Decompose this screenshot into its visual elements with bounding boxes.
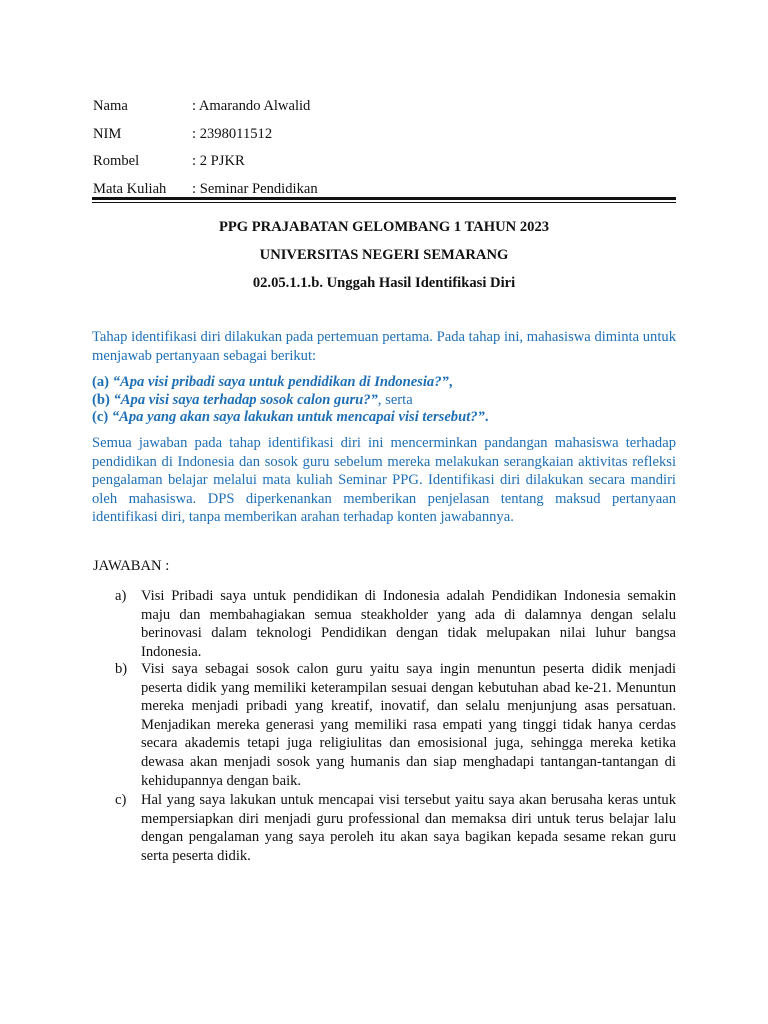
info-value: : 2398011512 <box>192 125 273 142</box>
question-item-c <box>92 409 676 427</box>
header-divider <box>92 197 676 203</box>
answer-marker: b) <box>115 661 128 677</box>
info-value: : Amarando Alwalid <box>192 98 311 114</box>
answer-text: Visi saya sebagai sosok calon guru yaitu saya ingin menuntun peserta didik menjadi peserta didik yang memiliki keterampilan sesuai dengan kebutuhan abad ke-21. Menuntun mereka menjadi pribadi yang kreatif, inovatif, dan selalu menjunjung asas persatuan. Menjadikan mereka generasi yang memiliki rasa empati yang tinggi tidak hanya cerdas secara akademis tetapi juga religiulitas dan emosisional juga, sehingga mereka ketika dewasa akan menjadi sosok yang humanis dan siap menghadapi tantangan-tantangan di kehidupannya dengan baik. <box>141 661 676 789</box>
doc-title-line1: PPG PRAJABATAN GELOMBANG 1 TAHUN 2023 <box>218 219 550 235</box>
answer-item-c <box>115 791 676 865</box>
question-text: “Apa visi saya terhadap sosok calon guru?” <box>113 391 378 408</box>
answer-marker: a) <box>115 588 127 604</box>
answer-item-b <box>115 660 676 790</box>
answer-text: Visi Pribadi saya untuk pendidikan di Indonesia adalah Pendidikan Indonesia semakin maju dan membahagiakan semua steakholder yang ada di dalamnya dengan selalu berinovasi dalam teknologi Pendidikan dengan tidak melupakan nilai luhur bangsa Indonesia. <box>141 588 676 660</box>
question-suffix: , serta <box>377 391 413 408</box>
info-label: Nama <box>93 98 128 114</box>
doc-title-line2: UNIVERSITAS NEGERI SEMARANG <box>259 247 509 263</box>
info-label: Mata Kuliah <box>93 180 167 197</box>
info-row-nim <box>93 124 318 152</box>
question-item-b <box>92 392 676 410</box>
question-marker: (a) <box>92 374 110 390</box>
question-suffix: , <box>448 374 453 390</box>
info-value: : 2 PJKR <box>192 153 245 169</box>
question-text: “Apa visi pribadi saya untuk pendidikan di Indonesia?” <box>112 374 449 390</box>
info-row-rombel <box>93 151 318 179</box>
answer-text: Hal yang saya lakukan untuk mencapai visi tersebut yaitu saya akan berusaha keras untuk mempersiapkan diri menjadi guru professional dan memaksa diri untuk terus belajar lalu dengan pengalaman yang saya peroleh itu akan saya bagikan kepada sesame rekan guru serta peserta didik. <box>141 792 676 864</box>
question-marker: (c) <box>92 409 109 426</box>
answers-heading: JAWABAN : <box>93 558 170 574</box>
doc-title-line3: 02.05.1.1.b. Unggah Hasil Identifikasi Diri <box>252 275 516 291</box>
answer-marker: c) <box>115 792 127 808</box>
question-suffix: . <box>484 409 489 426</box>
info-value: : Seminar Pendidikan <box>192 180 318 197</box>
info-label: NIM <box>93 125 122 142</box>
question-text: “Apa yang akan saya lakukan untuk mencapai visi tersebut?” <box>111 409 485 426</box>
question-item-a <box>92 374 676 392</box>
answer-item-a <box>115 587 676 661</box>
intro-paragraph-1: Tahap identifikasi diri dilakukan pada pertemuan pertama. Pada tahap ini, mahasiswa diminta untuk menjawab pertanyaan sebagai berikut: <box>92 329 676 364</box>
student-info <box>93 96 318 206</box>
divider-thin <box>92 202 676 203</box>
intro-paragraph-2: Semua jawaban pada tahap identifikasi diri ini mencerminkan pandangan mahasiswa terhadap pendidikan di Indonesia dan sosok guru sebelum mereka melakukan serangkaian aktivitas refleksi pengalaman belajar melalui mata kuliah Seminar PPG. Identifikasi diri dilakukan secara mandiri oleh mahasiswa. DPS diperkenankan memberikan penjelasan tentang maksud pertanyaan identifikasi diri, tanpa memberikan arahan terhadap konten jawabannya. <box>92 435 676 526</box>
info-row-nama <box>93 96 318 124</box>
info-label: Rombel <box>93 153 140 169</box>
divider-thick <box>92 197 676 200</box>
question-marker: (b) <box>92 391 110 408</box>
question-list <box>92 374 676 427</box>
